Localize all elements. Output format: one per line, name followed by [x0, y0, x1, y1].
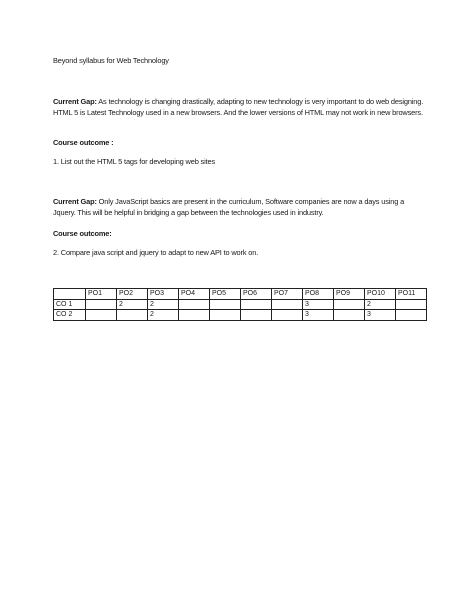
table-row [54, 299, 427, 310]
table-row [54, 310, 427, 321]
table-header-cell: PO7 [272, 289, 303, 300]
course-outcome-label-1: Course outcome : [53, 138, 114, 147]
table-header-cell [54, 289, 86, 300]
table-cell [272, 310, 303, 321]
table-cell: CO 2 [54, 310, 86, 321]
table-header-cell: PO3 [148, 289, 179, 300]
current-gap-label-2: Current Gap: [53, 197, 97, 206]
table-cell: 2 [365, 299, 396, 310]
table-cell [86, 310, 117, 321]
current-gap-label-1: Current Gap: [53, 97, 97, 106]
table-cell [179, 299, 210, 310]
table-cell [210, 310, 241, 321]
table-cell [334, 310, 365, 321]
table-cell [117, 310, 148, 321]
table-header-cell: PO9 [334, 289, 365, 300]
table-header-cell: PO10 [365, 289, 396, 300]
document-title: Beyond syllabus for Web Technology [53, 56, 169, 65]
table-cell: 2 [117, 299, 148, 310]
current-gap-paragraph-1 [53, 97, 425, 118]
table-cell: 3 [365, 310, 396, 321]
table-header-cell: PO4 [179, 289, 210, 300]
table-cell [179, 310, 210, 321]
course-outcome-text-2: 2. Compare java script and jquery to adapt to new API to work on. [53, 248, 259, 257]
course-outcome-label-2: Course outcome: [53, 229, 112, 238]
table-cell: CO 1 [54, 299, 86, 310]
table-cell [210, 299, 241, 310]
table-cell [241, 299, 272, 310]
table-header-cell: PO8 [303, 289, 334, 300]
table-header-cell: PO5 [210, 289, 241, 300]
table-header-cell: PO6 [241, 289, 272, 300]
table-cell: 2 [148, 299, 179, 310]
table-cell [241, 310, 272, 321]
table-header-cell: PO1 [86, 289, 117, 300]
table-header-cell: PO11 [396, 289, 427, 300]
table-cell: 2 [148, 310, 179, 321]
table-header-row [54, 289, 427, 300]
table-cell: 3 [303, 310, 334, 321]
current-gap-paragraph-2 [53, 197, 425, 218]
current-gap-text-1: As technology is changing drastically, adapting to new technology is very important to do web designing. HTML 5 is Latest Technology used in a new browsers. And the lower versions of HTML may not work in new browsers. [53, 97, 424, 117]
table-cell [86, 299, 117, 310]
current-gap-text-2: Only JavaScript basics are present in the curriculum, Software companies are now a days using a Jquery. This will be helpful in bridging a gap between the technologies used in industry. [53, 197, 405, 217]
table-cell [334, 299, 365, 310]
table-cell [396, 299, 427, 310]
table-cell [396, 310, 427, 321]
table-cell: 3 [303, 299, 334, 310]
table-header-cell: PO2 [117, 289, 148, 300]
table-cell [272, 299, 303, 310]
co-po-mapping-table [53, 288, 427, 321]
course-outcome-text-1: 1. List out the HTML 5 tags for developing web sites [53, 157, 216, 166]
